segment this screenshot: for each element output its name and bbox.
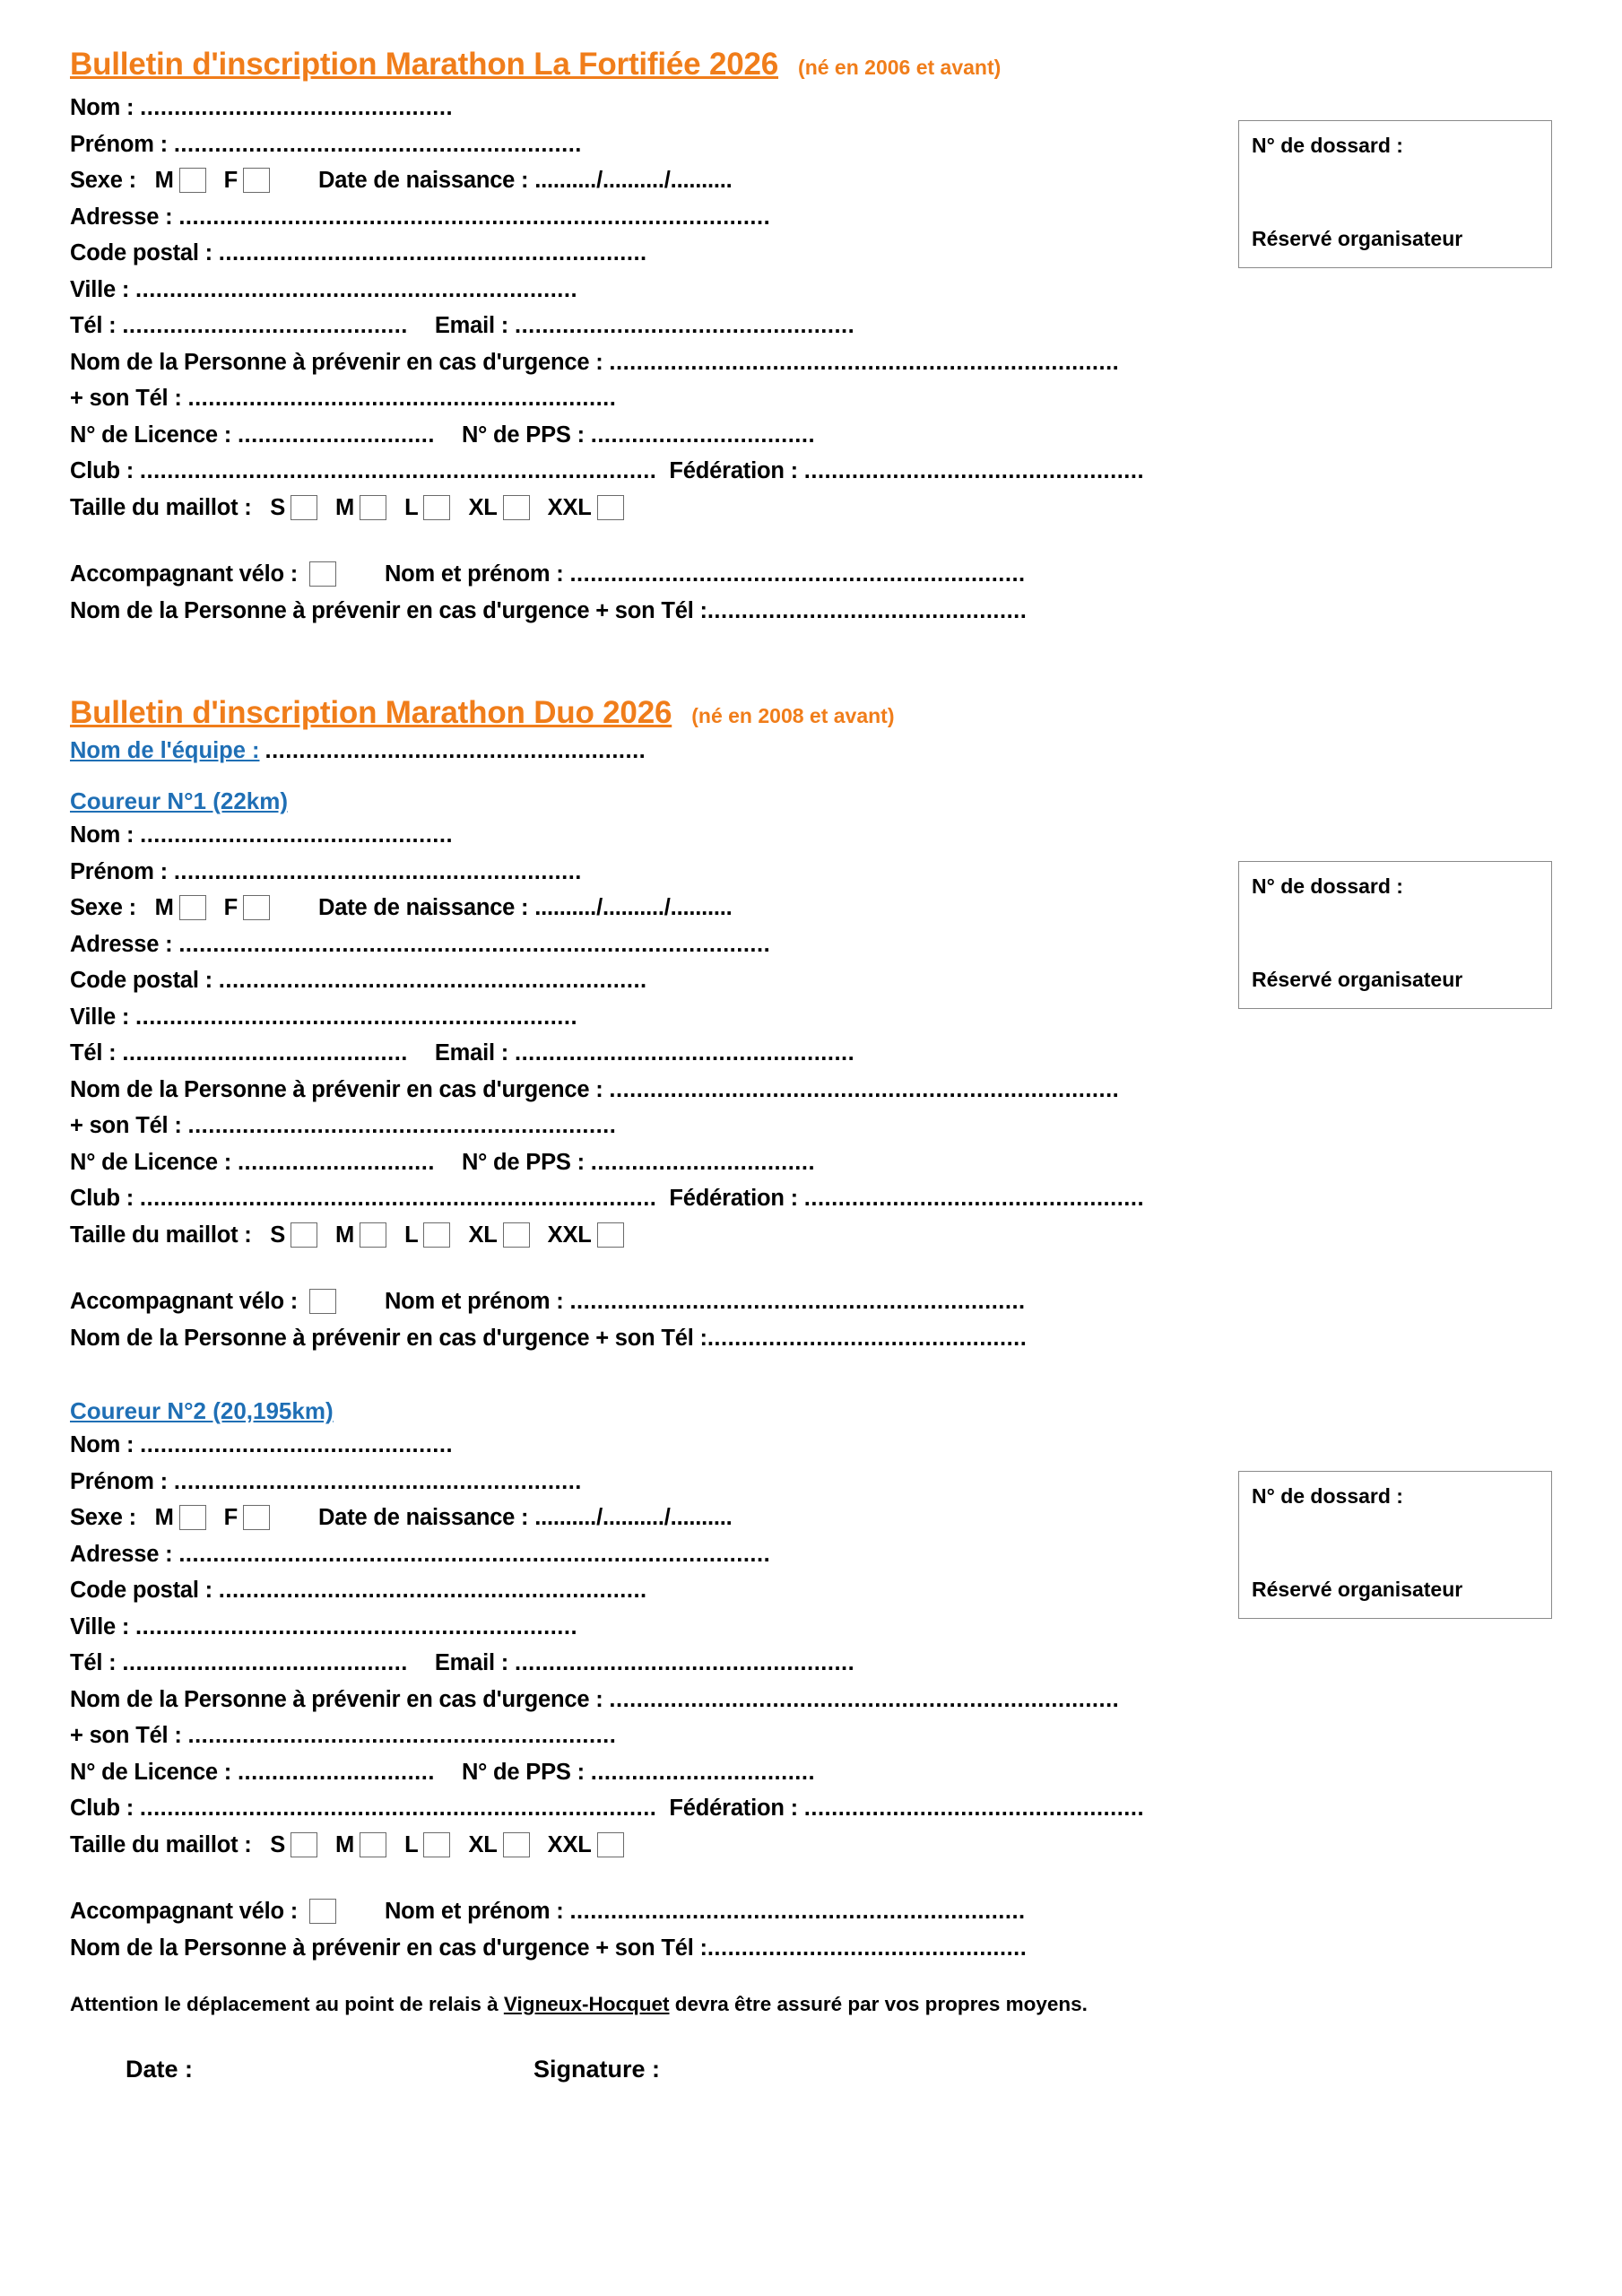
- input-licence[interactable]: .............................: [237, 1149, 435, 1175]
- section-2-heading: [70, 695, 1552, 731]
- row-accompagnant-urgence: [70, 1320, 1552, 1357]
- checkbox-accompagnant-velo[interactable]: [309, 561, 336, 587]
- section-1-title: Bulletin d'inscription Marathon La Fortifiée 2026: [70, 47, 779, 82]
- label-accompagnant-nom: Nom et prénom :: [384, 1289, 570, 1314]
- row-nom: [70, 817, 1552, 854]
- footer-signature-row: [70, 2056, 1552, 2083]
- label-size-l: L: [404, 1831, 419, 1857]
- label-club: Club :: [70, 1796, 140, 1821]
- label-son-tel: + son Tél :: [70, 1113, 188, 1138]
- checkbox-size-xxl[interactable]: [597, 1222, 624, 1248]
- label-adresse: Adresse :: [70, 1541, 179, 1567]
- input-urgence[interactable]: ...........................................................................: [609, 349, 1120, 375]
- row-licence-pps: [70, 1754, 1552, 1791]
- checkbox-size-m[interactable]: [360, 495, 386, 520]
- label-code-postal: Code postal :: [70, 1578, 219, 1603]
- label-accompagnant-urgence: Nom de la Personne à prévenir en cas d'urgence + son Tél :: [70, 1325, 707, 1351]
- row-urgence: [70, 1072, 1552, 1109]
- row-ville: [70, 272, 1552, 309]
- organizer-reserved-label: Réservé organisateur: [1252, 968, 1463, 991]
- label-accompagnant-nom: Nom et prénom :: [384, 561, 570, 587]
- label-email: Email :: [434, 313, 515, 338]
- label-size-xxl: XXL: [547, 1831, 592, 1857]
- input-accompagnant-nom[interactable]: ...................................................................: [569, 1899, 1026, 1924]
- input-code-postal[interactable]: ...............................................................: [218, 240, 647, 265]
- label-pps: N° de PPS :: [461, 1149, 591, 1175]
- runner-1-title: Coureur N°1 (22km): [70, 787, 289, 814]
- row-taille-maillot: [70, 1217, 1552, 1254]
- bib-number-box-2: [1238, 861, 1552, 1009]
- label-ville: Ville :: [70, 1004, 136, 1030]
- checkbox-size-l[interactable]: [423, 1222, 450, 1248]
- label-licence: N° de Licence :: [70, 1759, 238, 1785]
- input-ville[interactable]: .................................................................: [135, 276, 578, 302]
- input-club[interactable]: ............................................................................: [139, 1186, 657, 1211]
- input-son-tel[interactable]: ...............................................................: [187, 1723, 617, 1748]
- attention-place: Vigneux-Hocquet: [503, 1993, 670, 2015]
- label-accompagnant-urgence: Nom de la Personne à prévenir en cas d'urgence + son Tél :: [70, 1935, 707, 1961]
- attention-post: devra être assuré par vos propres moyens.: [669, 1993, 1088, 2015]
- input-club[interactable]: ............................................................................: [139, 458, 657, 483]
- input-adresse[interactable]: .......................................................................................: [178, 931, 771, 957]
- runner-1-block: [70, 787, 1552, 1356]
- bib-number-label: N° de dossard :: [1252, 874, 1403, 898]
- input-son-tel[interactable]: ...............................................................: [187, 386, 617, 411]
- input-prenom[interactable]: ............................................................: [173, 1468, 582, 1494]
- label-prenom: Prénom :: [70, 131, 174, 157]
- label-accompagnant-urgence: Nom de la Personne à prévenir en cas d'urgence + son Tél :: [70, 597, 707, 623]
- input-son-tel[interactable]: ...............................................................: [187, 1113, 617, 1138]
- label-sexe: Sexe : M: [70, 168, 174, 193]
- organizer-reserved-label: Réservé organisateur: [1252, 227, 1463, 250]
- label-urgence: Nom de la Personne à prévenir en cas d'urgence :: [70, 1076, 610, 1102]
- label-adresse: Adresse :: [70, 204, 179, 230]
- input-nom[interactable]: ..............................................: [140, 1432, 454, 1457]
- row-nom: [70, 1427, 1552, 1464]
- row-urgence: [70, 1682, 1552, 1718]
- label-size-m: M: [335, 1831, 355, 1857]
- checkbox-size-l[interactable]: [423, 495, 450, 520]
- label-taille: Taille du maillot : S: [70, 1222, 286, 1248]
- checkbox-size-xxl[interactable]: [597, 1832, 624, 1857]
- row-urgence-tel: [70, 380, 1552, 417]
- input-federation[interactable]: ..................................................: [803, 458, 1145, 483]
- bib-number-label: N° de dossard :: [1252, 1484, 1403, 1508]
- row-urgence-tel: [70, 1718, 1552, 1754]
- checkbox-size-xxl[interactable]: [597, 495, 624, 520]
- label-sexe-f: F: [223, 168, 239, 193]
- attention-pre: Attention le déplacement au point de relais à: [70, 1993, 504, 2015]
- label-urgence: Nom de la Personne à prévenir en cas d'urgence :: [70, 349, 610, 375]
- checkbox-sexe-f[interactable]: [243, 1505, 270, 1530]
- label-prenom: Prénom :: [70, 1468, 174, 1494]
- label-licence: N° de Licence :: [70, 1149, 238, 1175]
- label-tel: Tél :: [70, 1650, 123, 1675]
- label-tel: Tél :: [70, 313, 123, 338]
- row-accompagnant: [70, 556, 1552, 593]
- bib-number-label: N° de dossard :: [1252, 134, 1403, 157]
- bib-number-box-1: [1238, 120, 1552, 268]
- label-son-tel: + son Tél :: [70, 1723, 188, 1748]
- checkbox-sexe-m[interactable]: [179, 895, 206, 920]
- label-code-postal: Code postal :: [70, 240, 219, 265]
- input-tel[interactable]: ..........................................: [122, 1650, 408, 1675]
- input-club[interactable]: ............................................................................: [139, 1796, 657, 1821]
- label-pps: N° de PPS :: [461, 1759, 591, 1785]
- row-licence-pps: [70, 417, 1552, 454]
- section-marathon-fortifiee: [70, 47, 1552, 629]
- row-club-federation: [70, 453, 1552, 490]
- label-nom: Nom :: [70, 1432, 141, 1457]
- checkbox-size-m[interactable]: [360, 1832, 386, 1857]
- label-sexe: Sexe : M: [70, 1505, 174, 1530]
- label-nom: Nom :: [70, 822, 141, 848]
- bib-number-box-3: [1238, 1471, 1552, 1619]
- input-urgence[interactable]: ...........................................................................: [609, 1076, 1120, 1102]
- row-accompagnant: [70, 1893, 1552, 1930]
- organizer-reserved-label: Réservé organisateur: [1252, 1578, 1463, 1601]
- label-federation: Fédération :: [669, 1186, 804, 1211]
- label-code-postal: Code postal :: [70, 968, 219, 993]
- label-licence: N° de Licence :: [70, 422, 238, 448]
- input-email[interactable]: ..................................................: [514, 1040, 855, 1065]
- input-date-naissance[interactable]: Date de naissance : ........../........../..........: [318, 168, 733, 193]
- section-marathon-duo: [70, 695, 1552, 1966]
- attention-note: [70, 1993, 1552, 2016]
- label-size-xl: XL: [468, 1222, 498, 1248]
- input-date-naissance[interactable]: Date de naissance : ........../........../..........: [318, 1505, 733, 1530]
- label-size-l: L: [404, 1222, 419, 1248]
- input-urgence[interactable]: ...........................................................................: [609, 1686, 1120, 1712]
- label-taille: Taille du maillot : S: [70, 1831, 286, 1857]
- label-sexe: Sexe : M: [70, 895, 174, 920]
- label-size-xxl: XXL: [547, 494, 592, 520]
- section-2-title: Bulletin d'inscription Marathon Duo 2026: [70, 695, 672, 730]
- input-accompagnant-nom[interactable]: ...................................................................: [569, 1289, 1026, 1314]
- input-tel[interactable]: ..........................................: [122, 1040, 408, 1065]
- runner-2-title: Coureur N°2 (20,195km): [70, 1397, 334, 1424]
- label-size-m: M: [335, 1222, 355, 1248]
- checkbox-sexe-m[interactable]: [179, 168, 206, 193]
- row-accompagnant: [70, 1283, 1552, 1320]
- label-son-tel: + son Tél :: [70, 386, 188, 411]
- label-adresse: Adresse :: [70, 931, 179, 957]
- section-2-note: (né en 2008 et avant): [691, 704, 895, 727]
- row-urgence: [70, 344, 1552, 381]
- input-pps[interactable]: .................................: [590, 1759, 816, 1785]
- label-taille: Taille du maillot : S: [70, 494, 286, 520]
- label-size-l: L: [404, 494, 419, 520]
- row-accompagnant-urgence: [70, 1930, 1552, 1967]
- label-team-name: Nom de l'équipe :: [70, 738, 260, 763]
- row-taille-maillot: [70, 1827, 1552, 1864]
- input-adresse[interactable]: .......................................................................................: [178, 204, 771, 230]
- checkbox-sexe-f[interactable]: [243, 168, 270, 193]
- input-code-postal[interactable]: ...............................................................: [218, 1578, 647, 1603]
- label-club: Club :: [70, 458, 140, 483]
- input-prenom[interactable]: ............................................................: [173, 131, 582, 157]
- row-tel-email: [70, 308, 1552, 344]
- input-date-naissance[interactable]: Date de naissance : ........../........../..........: [318, 895, 733, 920]
- input-federation[interactable]: ..................................................: [803, 1186, 1145, 1211]
- input-nom[interactable]: ..............................................: [140, 822, 454, 848]
- row-club-federation: [70, 1180, 1552, 1217]
- row-tel-email: [70, 1035, 1552, 1072]
- row-accompagnant-urgence: [70, 593, 1552, 630]
- label-size-xxl: XXL: [547, 1222, 592, 1248]
- row-tel-email: [70, 1645, 1552, 1682]
- input-email[interactable]: ..................................................: [514, 1650, 855, 1675]
- checkbox-accompagnant-velo[interactable]: [309, 1899, 336, 1924]
- row-taille-maillot: [70, 490, 1552, 526]
- input-accompagnant-urgence[interactable]: ...............................................: [707, 1935, 1028, 1961]
- label-nom: Nom :: [70, 95, 141, 120]
- checkbox-size-s[interactable]: [291, 1222, 317, 1248]
- label-pps: N° de PPS :: [461, 422, 591, 448]
- checkbox-size-l[interactable]: [423, 1832, 450, 1857]
- label-prenom: Prénom :: [70, 858, 174, 884]
- label-club: Club :: [70, 1186, 140, 1211]
- row-urgence-tel: [70, 1108, 1552, 1144]
- input-team-name[interactable]: ........................................................: [265, 738, 646, 763]
- label-sexe-f: F: [223, 1505, 239, 1530]
- checkbox-size-m[interactable]: [360, 1222, 386, 1248]
- label-accompagnant: Accompagnant vélo :: [70, 1899, 304, 1924]
- input-licence[interactable]: .............................: [237, 1759, 435, 1785]
- checkbox-sexe-f[interactable]: [243, 895, 270, 920]
- section-1-note: (né en 2006 et avant): [798, 56, 1002, 79]
- input-pps[interactable]: .................................: [590, 422, 816, 448]
- label-federation: Fédération :: [669, 1796, 804, 1821]
- input-ville[interactable]: .................................................................: [135, 1004, 578, 1030]
- label-federation: Fédération :: [669, 458, 804, 483]
- input-nom[interactable]: ..............................................: [140, 95, 454, 120]
- label-size-m: M: [335, 494, 355, 520]
- input-pps[interactable]: .................................: [590, 1149, 816, 1175]
- input-ville[interactable]: .................................................................: [135, 1613, 578, 1639]
- runner-2-block: [70, 1397, 1552, 1966]
- input-accompagnant-urgence[interactable]: ...............................................: [707, 1325, 1028, 1351]
- label-tel: Tél :: [70, 1040, 123, 1065]
- input-accompagnant-urgence[interactable]: ...............................................: [707, 597, 1028, 623]
- checkbox-size-s[interactable]: [291, 1832, 317, 1857]
- input-accompagnant-nom[interactable]: ...................................................................: [569, 561, 1026, 587]
- input-federation[interactable]: ..................................................: [803, 1796, 1145, 1821]
- label-ville: Ville :: [70, 276, 136, 302]
- label-email: Email :: [434, 1040, 515, 1065]
- input-code-postal[interactable]: ...............................................................: [218, 968, 647, 993]
- input-email[interactable]: ..................................................: [514, 313, 855, 338]
- input-tel[interactable]: ..........................................: [122, 313, 408, 338]
- label-urgence: Nom de la Personne à prévenir en cas d'urgence :: [70, 1686, 610, 1712]
- checkbox-accompagnant-velo[interactable]: [309, 1289, 336, 1314]
- section-1-heading: [70, 47, 1552, 83]
- label-signature: Signature :: [533, 2056, 661, 2083]
- checkbox-sexe-m[interactable]: [179, 1505, 206, 1530]
- row-licence-pps: [70, 1144, 1552, 1181]
- label-accompagnant-nom: Nom et prénom :: [384, 1899, 570, 1924]
- checkbox-size-s[interactable]: [291, 495, 317, 520]
- label-accompagnant: Accompagnant vélo :: [70, 561, 304, 587]
- input-prenom[interactable]: ............................................................: [173, 858, 582, 884]
- label-date: Date :: [126, 2056, 194, 2083]
- label-size-xl: XL: [468, 494, 498, 520]
- label-sexe-f: F: [223, 895, 239, 920]
- row-team-name: [70, 738, 1552, 764]
- label-accompagnant: Accompagnant vélo :: [70, 1289, 304, 1314]
- checkbox-size-xl[interactable]: [503, 495, 530, 520]
- checkbox-size-xl[interactable]: [503, 1222, 530, 1248]
- label-ville: Ville :: [70, 1613, 136, 1639]
- label-size-xl: XL: [468, 1831, 498, 1857]
- checkbox-size-xl[interactable]: [503, 1832, 530, 1857]
- input-adresse[interactable]: .......................................................................................: [178, 1541, 771, 1567]
- row-club-federation: [70, 1790, 1552, 1827]
- label-email: Email :: [434, 1650, 515, 1675]
- input-licence[interactable]: .............................: [237, 422, 435, 448]
